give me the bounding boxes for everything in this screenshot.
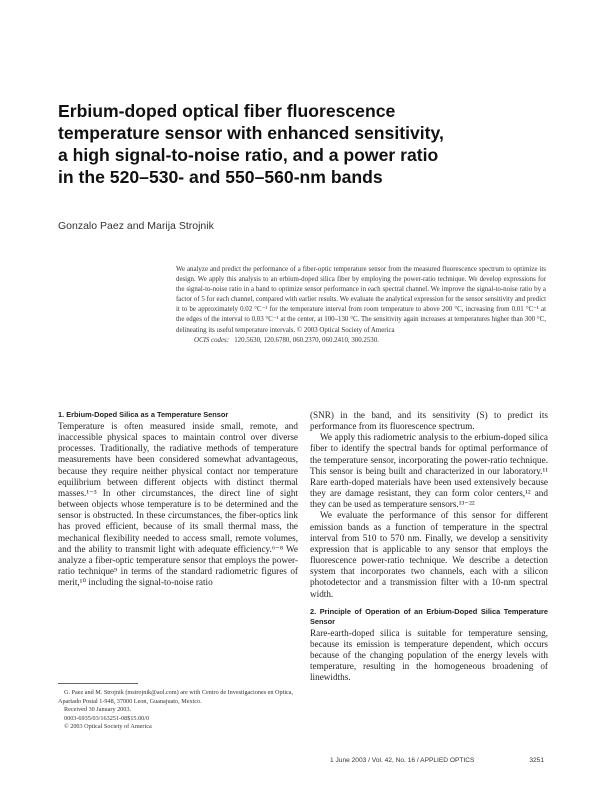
right-column <box>310 410 548 683</box>
ocis-codes-line <box>176 336 546 346</box>
footnote-rule <box>58 683 138 684</box>
section-1-heading: 1. Erbium-Doped Silica as a Temperature Sensor <box>58 410 229 419</box>
title-line: a high signal-to-noise ratio, and a power ratio <box>58 145 439 165</box>
title-line: in the 520–530- and 550–560-nm bands <box>58 167 383 187</box>
abstract <box>176 265 546 346</box>
journal-citation: 1 June 2003 / Vol. 42, No. 16 / APPLIED OPTICS <box>330 757 475 764</box>
authors: Gonzalo Paez and Marija Strojnik <box>58 220 214 232</box>
ocis-codes: 120.5630, 120.6780, 060.2370, 060.2410, 300.2530. <box>234 336 379 344</box>
footnote <box>58 683 298 732</box>
page-footer <box>330 757 544 764</box>
section-2-paragraph-1: Rare-earth-doped silica is suitable for temperature sensing, because its emission is temperature dependent, which occurs because of the changing population of the energy levels with temperature, resulting in the homogeneous broadening of linewidths. <box>310 627 548 683</box>
left-column <box>58 410 298 588</box>
section-1-paragraph-1: Temperature is often measured inside small, remote, and inaccessible physical spaces to maintain control over diverse processes. Traditionally, the radiative methods of temperature measurements have been considered somewhat advantageous, because they require neither physical contact nor temperature equilibrium between different objects with distinct thermal masses.¹⁻³ In other circumstances, the direct line of sight between objects whose temperature is to be determined and the sensor is obstructed. In these circumstances, the fiber-optics link has proved efficient, because of its small thermal mass, the mechanical flexibility needed to access small, remote volumes, and the ability to transmit light with adequate efficiency.⁶⁻⁸ We analyze a fiber-optic temperature sensor that employs the power-ratio technique⁹ in terms of the standard radiometric figures of merit,¹⁰ including the signal-to-noise ratio <box>58 421 298 588</box>
abstract-text: We analyze and predict the performance of a fiber-optic temperature sensor from the measured fluorescence spectrum to optimize its design. We apply this analysis to an erbium-doped silica fiber by employing the power-ratio technique. We develop expressions for the signal-to-noise ratio in a band to optimize sensor performance in each spectral channel. We improve the signal-to-noise ratio by a factor of 5 for each channel, compared with earlier results. We evaluate the analytical expression for the sensor sensitivity and predict it to be approximately 0.02 °C⁻¹ for the temperature interval from room temperature to above 200 °C, increasing from 0.01 °C⁻¹ at the edges of the interval to 0.03 °C⁻¹ at the center, at 100–130 °C. The sensitivity again increases at temperatures higher than 300 °C, delineating its useful temperature intervals. © 2003 Optical Society of America <box>176 266 546 334</box>
section-2-heading: 2. Principle of Operation of an Erbium-Doped Silica Temperature Sensor <box>310 606 548 626</box>
title-line: temperature sensor with enhanced sensitivity, <box>58 123 444 143</box>
section-1-paragraph-1-continued: (SNR) in the band, and its sensitivity (S) to predict its performance from its fluorescence spectrum. <box>310 410 548 432</box>
ocis-label: OCIS codes: <box>194 336 230 344</box>
page-number: 3251 <box>529 757 544 764</box>
section-1-paragraph-3: We evaluate the performance of this sensor for different emission bands as a function of temperature in the spectral interval from 510 to 570 nm. Finally, we develop a sensitivity expression that is applicable to any sensor that employs the fluorescence power-ratio technique. We describe a detection system that incorporates two channels, each with a silicon photodetector and a transmission filter with a 10-nm spectral width. <box>310 510 548 599</box>
footnote-code: 0003-6935/03/163251-08$15.00/0 <box>64 714 150 722</box>
footnote-received: Received 30 January 2003. <box>64 706 132 714</box>
footnote-copyright: © 2003 Optical Society of America <box>64 723 152 731</box>
section-1-paragraph-2: We apply this radiometric analysis to the erbium-doped silica fiber to identify the spectral bands for optimal performance of the temperature sensor, incorporating the power-ratio technique. This sensor is being built and characterized in our laboratory.¹¹ Rare earth-doped materials have been used extensively because they are damage resistant, they can form color centers,¹² and they can be used as temperature sensors.¹³⁻²² <box>310 432 548 510</box>
title-line: Erbium-doped optical fiber fluorescence <box>58 101 396 121</box>
paper-title <box>58 100 498 188</box>
footnote-affiliation: G. Paez and M. Strojnik (mstrojnik@aol.com) are with Centro de Investigaciones en Optica, Apartado Postal 1-948, 37000 Leon, Guanajuato, Mexico. <box>58 689 294 705</box>
